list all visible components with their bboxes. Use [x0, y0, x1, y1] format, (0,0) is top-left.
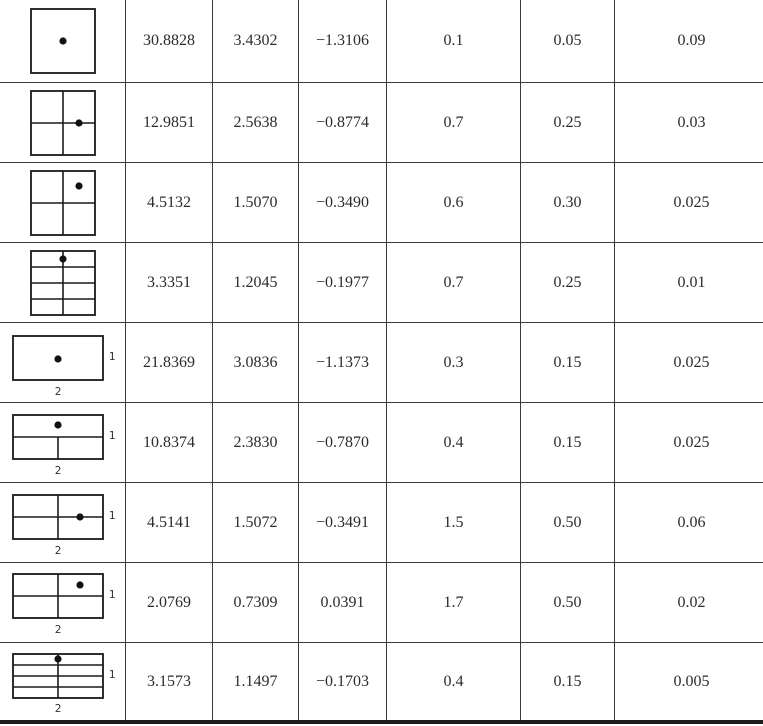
value-cell: 0.15: [521, 643, 615, 722]
side-label: 1: [108, 668, 115, 681]
value-cell: 0.025: [615, 403, 763, 483]
table-row: [0, 563, 763, 643]
value-cell: 0.4: [387, 643, 521, 722]
value-cell: 0.03: [615, 83, 763, 163]
plate-diagram-icon: [3, 406, 123, 480]
value-cell: 0.25: [521, 83, 615, 163]
value-cell: 0.15: [521, 323, 615, 403]
value-cell: −0.1977: [299, 243, 387, 323]
value-cell: 10.8374: [126, 403, 213, 483]
plate-diagram-icon: [8, 166, 118, 240]
side-label: 1: [108, 587, 115, 601]
side-label: 1: [108, 349, 115, 363]
value-cell: 1.7: [387, 563, 521, 643]
value-cell: 0.3: [387, 323, 521, 403]
value-cell: 0.7: [387, 83, 521, 163]
bottom-label: 2: [54, 384, 61, 398]
value-cell: 0.005: [615, 643, 763, 722]
value-cell: −1.3106: [299, 0, 387, 83]
value-cell: 2.5638: [213, 83, 299, 163]
bottom-label: 2: [54, 543, 61, 557]
value-cell: 1.1497: [213, 643, 299, 722]
value-cell: 0.09: [615, 0, 763, 83]
value-cell: 2.3830: [213, 403, 299, 483]
diagram-cell: [0, 243, 126, 323]
table-row: [0, 403, 763, 483]
diagram-cell: [0, 0, 126, 83]
plate-diagram-icon: [8, 246, 118, 320]
value-cell: 1.5: [387, 483, 521, 563]
value-cell: 0.025: [615, 323, 763, 403]
value-cell: 1.5072: [213, 483, 299, 563]
value-cell: 4.5141: [126, 483, 213, 563]
value-cell: 0.06: [615, 483, 763, 563]
value-cell: 0.25: [521, 243, 615, 323]
table-row: [0, 323, 763, 403]
plate-diagram-icon: [3, 326, 123, 400]
side-label: 1: [108, 508, 115, 522]
table-row: [0, 83, 763, 163]
diagram-cell: [0, 483, 126, 563]
value-cell: 0.15: [521, 403, 615, 483]
value-cell: 0.7: [387, 243, 521, 323]
diagram-cell: [0, 403, 126, 483]
value-cell: −0.3491: [299, 483, 387, 563]
value-cell: 1.2045: [213, 243, 299, 323]
value-cell: 3.1573: [126, 643, 213, 722]
plate-diagram-icon: [3, 645, 123, 719]
value-cell: −0.7870: [299, 403, 387, 483]
table-row: [0, 163, 763, 243]
plate-diagram-icon: [3, 566, 123, 640]
value-cell: −0.1703: [299, 643, 387, 722]
plate-diagram-icon: [8, 86, 118, 160]
value-cell: 0.01: [615, 243, 763, 323]
table-bottom-rule: [0, 720, 763, 724]
value-cell: 0.02: [615, 563, 763, 643]
table-row: [0, 643, 763, 722]
bottom-label: 2: [54, 463, 61, 477]
bottom-label: 2: [54, 622, 61, 636]
value-cell: −0.3490: [299, 163, 387, 243]
value-cell: 4.5132: [126, 163, 213, 243]
diagram-cell: [0, 83, 126, 163]
value-cell: 30.8828: [126, 0, 213, 83]
value-cell: 0.6: [387, 163, 521, 243]
value-cell: 0.025: [615, 163, 763, 243]
diagram-cell: [0, 323, 126, 403]
value-cell: 3.3351: [126, 243, 213, 323]
value-cell: 0.50: [521, 483, 615, 563]
value-cell: −1.1373: [299, 323, 387, 403]
table-row: [0, 0, 763, 83]
diagram-cell: [0, 643, 126, 722]
value-cell: 1.5070: [213, 163, 299, 243]
plate-diagram-icon: [8, 3, 118, 79]
value-cell: −0.8774: [299, 83, 387, 163]
value-cell: 0.7309: [213, 563, 299, 643]
value-cell: 0.0391: [299, 563, 387, 643]
bottom-label: 2: [54, 702, 61, 715]
value-cell: 0.1: [387, 0, 521, 83]
value-cell: 0.50: [521, 563, 615, 643]
value-cell: 3.0836: [213, 323, 299, 403]
value-cell: 2.0769: [126, 563, 213, 643]
value-cell: 12.9851: [126, 83, 213, 163]
table-row: [0, 483, 763, 563]
value-cell: 3.4302: [213, 0, 299, 83]
value-cell: 0.4: [387, 403, 521, 483]
table-row: [0, 243, 763, 323]
value-cell: 0.30: [521, 163, 615, 243]
side-label: 1: [108, 428, 115, 442]
value-cell: 21.8369: [126, 323, 213, 403]
diagram-cell: [0, 563, 126, 643]
plate-diagram-icon: [3, 486, 123, 560]
value-cell: 0.05: [521, 0, 615, 83]
diagram-cell: [0, 163, 126, 243]
